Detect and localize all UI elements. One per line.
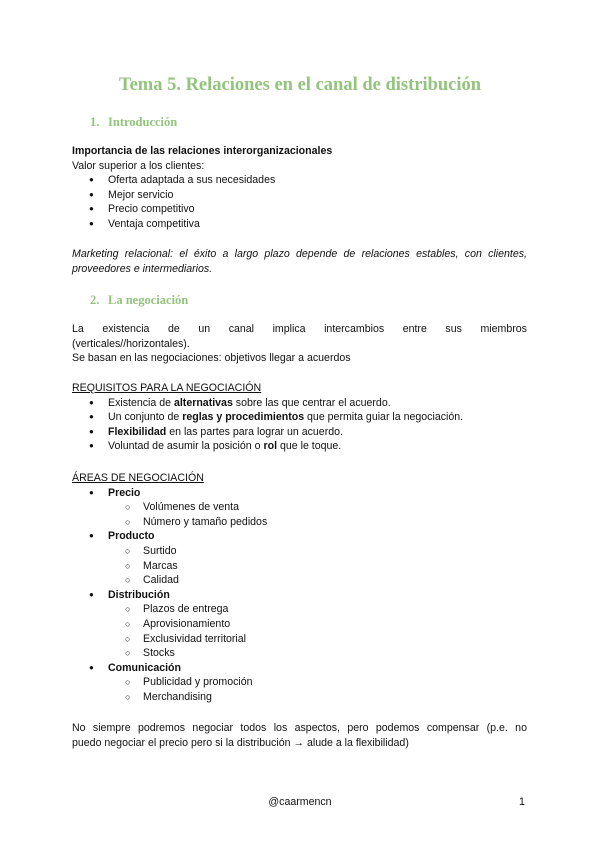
word: negociar [192,722,234,734]
word: podremos [137,722,186,734]
word: aspectos, [294,722,340,734]
list-item: ○ Calidad [72,573,527,588]
list-item: ○ Volúmenes de venta [72,500,527,515]
areas-list [72,588,527,603]
list-item: ○ Merchandising [72,690,527,705]
list-item: ○ Surtido [72,544,527,559]
word: de [168,323,180,335]
sub-list [72,675,527,704]
word: existencia [102,323,150,335]
sub-list [72,544,527,588]
area-item-distribucion: ● Distribución [72,588,527,603]
list-item: ○ Publicidad y promoción [72,675,527,690]
paragraph-line: (verticales//horizontales). [72,337,190,350]
section-heading-negotiation [90,292,188,308]
intro-bullet-list [72,173,527,231]
requirements-heading: REQUISITOS PARA LA NEGOCIACIÓN [72,382,262,394]
word: La [72,323,84,335]
word: sus [445,323,462,335]
list-item: ● Existencia de alternativas sobre las que centrar el acuerdo. [72,396,527,411]
word: pero [347,722,369,734]
word: los [273,722,288,734]
areas-block [72,471,527,705]
word: No [72,722,86,734]
paragraph-line: puedo negociar el precio pero si la distribución → alude a la flexibilidad) [72,736,409,749]
area-item-producto: ● Producto [72,529,527,544]
closing-paragraph [72,721,527,750]
area-item-precio: ● Precio [72,486,527,501]
list-item: ● Oferta adaptada a sus necesidades [72,173,527,188]
word: canal [228,323,255,335]
areas-heading: ÁREAS DE NEGOCIACIÓN [72,472,204,484]
quote-line: proveedores e intermediarios. [72,262,213,275]
intro-block [72,144,527,232]
list-item: ● Precio competitivo [72,202,527,217]
word: un [198,323,211,335]
footer-author: @caarmencn [268,796,332,808]
paragraph-line: Se basan en las negociaciones: objetivos llegar a acuerdos [72,352,351,365]
sub-list [72,602,527,660]
word: implica [272,323,306,335]
word: todos [240,722,267,734]
list-item: ○ Plazos de entrega [72,602,527,617]
word: entre [402,323,427,335]
section-title: Introducción [108,115,178,129]
section-number: 2. [90,293,100,307]
paragraph-line [72,322,527,337]
area-item-comunicacion: ● Comunicación [72,661,527,676]
word: (p.e. [486,722,508,734]
list-item: ● Flexibilidad en las partes para lograr un acuerdo. [72,425,527,440]
page-title: Tema 5. Relaciones en el canal de distribución [118,75,482,95]
areas-list [72,661,527,676]
section-title: La negociación [108,293,189,307]
word: siempre [92,722,131,734]
word: podemos [375,722,420,734]
list-item: ○ Stocks [72,646,527,661]
list-item: ○ Marcas [72,559,527,574]
requirements-list [72,396,527,454]
areas-list [72,529,527,544]
list-item: ○ Número y tamaño pedidos [72,515,527,530]
list-item: ○ Exclusividad territorial [72,632,527,647]
word: compensar [426,722,480,734]
requirements-block [72,381,527,454]
sub-list [72,500,527,529]
section-number: 1. [90,115,100,129]
word: no [515,722,527,734]
list-item: ● Voluntad de asumir la posición o rol que le toque. [72,439,527,454]
page-number: 1 [519,796,525,808]
section-heading-intro [90,114,177,130]
list-item: ● Un conjunto de reglas y procedimientos que permita guiar la negociación. [72,410,527,425]
list-item: ○ Aprovisionamiento [72,617,527,632]
quote-line: Marketing relacional: el éxito a largo plazo depende de relaciones estables, con clientes, [72,248,527,260]
marketing-quote [72,247,527,276]
word: miembros [480,323,527,335]
paragraph-line [72,721,527,736]
intro-heading: Importancia de las relaciones interorganizacionales [72,145,333,157]
list-item: ● Ventaja competitiva [72,217,527,232]
word: intercambios [324,323,385,335]
intro-lead: Valor superior a los clientes: [72,159,205,172]
list-item: ● Mejor servicio [72,188,527,203]
negotiation-paragraph [72,322,527,366]
areas-list [72,486,527,501]
